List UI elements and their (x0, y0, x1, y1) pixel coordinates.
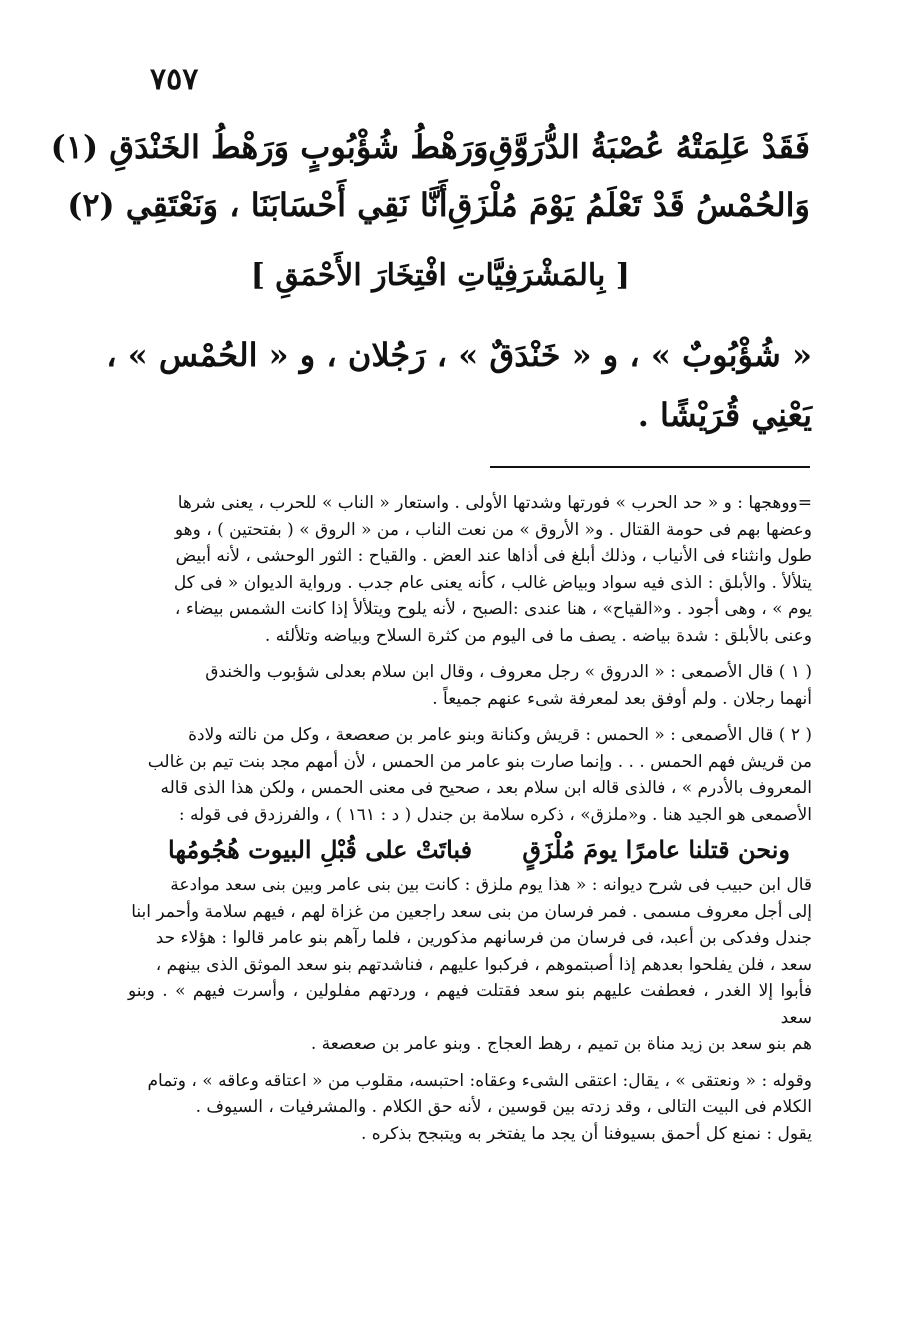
note-line: ( ١ ) قال الأصمعى : « الدروق » رجل معروف ، وقال ابن سلام بعدلى شؤبوب والخندق (205, 662, 812, 682)
note-line: من قريش فهم الحمس . . . وإنما صارت بنو عامر من الحمس ، لأن أمهم مجد بنت تيم بن غالب (147, 751, 812, 772)
footnote-divider (490, 466, 810, 468)
verse-2-second-hemistich: أَنَّا نَقِي أَحْسَابَنَا ، وَنَعْتَقِي (٢) (67, 186, 448, 224)
page-number: ٧٥٧ (150, 62, 199, 97)
verse-1-second-hemistich: وَرَهْطُ شُؤْبُوبٍ وَرَهْطُ الخَنْدَقِ (١) (50, 128, 489, 166)
footnote-2-continued (128, 872, 812, 1058)
note-line: يوم » ، وهى أجود . و«القياح» ، هنا عندى :الصبح ، لأنه يلوح ويتلألأ إذا كانت الشمس بيضاء ، (174, 599, 812, 619)
note-line: هم بنو سعد بن زيد مناة بن تميم ، رهط العجاج . وبنو عامر بن صعصعة . (310, 1034, 812, 1054)
quoted-verse-first-hemistich: ونحن قتلنا عامرًا يومَ مُلْزَقٍ (522, 835, 790, 864)
note-line: يتلألأ . والأبلق : الذى فيه سواد وبياض غالب ، كأنه يعنى عام جدب . ورواية الديوان « فى كل (173, 572, 812, 593)
footnote-1 (128, 659, 812, 712)
note-line: وقوله : « ونعتقى » ، يقال: اعتقى الشىء وعقاه: احتبسه، مقلوب من « اعتاقه وعاقه » ، وتمام (147, 1070, 812, 1091)
note-line: يقول : نمنع كل أحمق بسيوفنا أن يجد ما يفتخر به ويتبجح بذكره . (361, 1123, 812, 1144)
verse-line-2 (67, 186, 810, 224)
footnote-quoted-verse (128, 828, 812, 872)
gloss-line-2: يَعْنِي قُرَيْشًا . (637, 396, 812, 434)
note-line: وعنى بالأبلق : شدة بياضه . يصف ما فى اليوم من كثرة السلاح وبياضه وتلألئه . (264, 625, 812, 646)
bracketed-verse: [ بِالمَشْرَفِيَّاتِ افْتِخَارَ الأَحْمَقِ ] (250, 258, 630, 293)
footnotes (128, 490, 812, 1157)
gloss-line-1: « شُؤْبُوبٌ » ، و « خَنْدَقٌ » ، رَجُلان ، و « الحُمْس » ، (106, 336, 812, 374)
footnote-continuation (128, 490, 812, 649)
note-line: الكلام فى البيت التالى ، وقد زدته بين قوسين ، لأنه حق الكلام . والمشرفيات ، السيوف . (195, 1097, 812, 1117)
note-line: قال ابن حبيب فى شرح ديوانه : « هذا يوم ملزق : كانت بين بنى عامر وبين بنى سعد موادعة (170, 875, 812, 895)
note-line: جندل وفدكى بن أعبد، فى فرسان من فرسانهم مذكورين ، فلما رآهم بنو عامر قالوا : هؤلاء حد (155, 928, 812, 948)
note-line: وعضها بهم فى حومة القتال . و« الأروق » من نعت الناب ، من « الروق » ( بفتحتين ) ، وهو (174, 519, 812, 540)
verse-line-1 (50, 128, 810, 166)
note-line: فأبوا إلا الغدر ، فعطفت عليهم بنو سعد فقتلت فيهم ، وردتهم مفلولين ، وأسرت فيهم » . وبنو سعد (128, 981, 812, 1028)
note-line: الأصمعى هو الجيد هنا . و«ملزق» ، ذكره سلامة بن جندل ( د : ١٦١ ) ، والفرزدق فى قوله : (178, 804, 812, 825)
note-line: طول وانثناء فى الأنياب ، وذلك أبلغ فى أذاها عند العض . والقياح : الثور الوحشى ، لأنه أبيض (175, 546, 812, 566)
note-line: إلى أجل معروف مسمى . فمر فرسان من بنى سعد راجعين من غزاة لهم ، فيهم سلامة وأحمر ابنا (131, 901, 812, 922)
verse-2-first-hemistich: وَالحُمْسُ قَدْ تَعْلَمُ يَوْمَ مُلْزَقِ (447, 186, 810, 224)
note-line: =ووهجها : و « حد الحرب » فورتها وشدتها الأولى . واستعار « الناب » للحرب ، يعنى شرها (177, 493, 812, 513)
note-line: سعد ، فلن يفلحوا بعدهم إذا أصبتموهم ، فركبوا عليهم ، فناشدتهم بنو سعد الموثق الذى بينهم ، (155, 954, 812, 975)
footnote-3 (128, 1068, 812, 1148)
note-line: ( ٢ ) قال الأصمعى : « الحمس : قريش وكنانة وبنو عامر بن صعصعة ، وكل من نالته ولادة (188, 725, 812, 745)
note-line: أنهما رجلان . ولم أوفق بعد لمعرفة شىء عنهم جميعاً . (432, 688, 812, 709)
note-line: المعروف بالأدرم » ، فالذى قاله ابن سلام بعد ، صحيح فى معنى الحمس ، ولكن هذا الذى قاله (160, 778, 812, 798)
footnote-2 (128, 722, 812, 828)
verse-1-first-hemistich: فَقَدْ عَلِمَتْهُ عُصْبَةُ الدُّرَوَّقِ (488, 128, 810, 166)
quoted-verse-second-hemistich: فباتَتْ على قُبْلِ البيوت هُجُومُها (168, 835, 473, 864)
